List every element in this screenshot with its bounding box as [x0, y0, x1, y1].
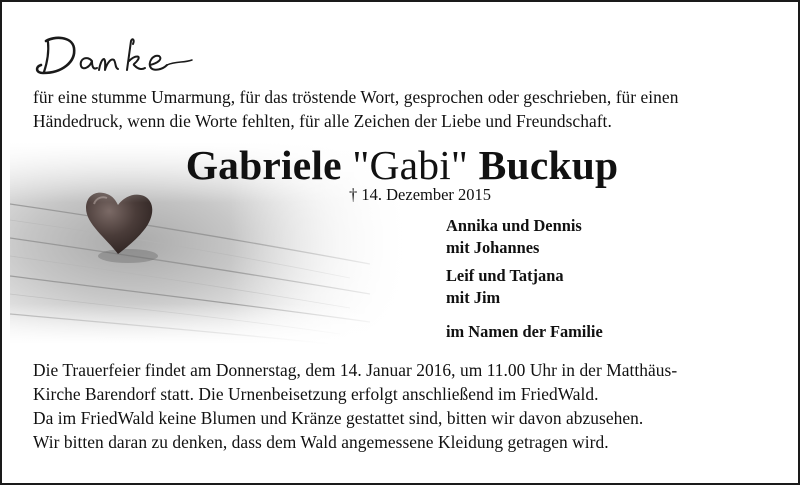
mourner-line: mit Jim [446, 288, 501, 307]
intro-text [33, 85, 783, 133]
mourner-group-2 [446, 265, 603, 309]
deceased-name [2, 140, 800, 190]
mourner-line: mit Johannes [446, 238, 540, 257]
danke-script-heading [32, 28, 202, 84]
mourners-list [446, 215, 603, 343]
mourner-line: Leif und Tatjana [446, 266, 564, 285]
first-name: Gabriele [185, 142, 342, 188]
nickname: "Gabi" [352, 142, 469, 188]
notice-paragraph-1-line-1: Die Trauerfeier findet am Donnerstag, dem 14. Januar 2016, um 11.00 Uhr in der Matthäus- [33, 360, 678, 380]
mourner-group-1 [446, 215, 603, 259]
intro-line-1: für eine stumme Umarmung, für das tröstende Wort, gesprochen oder geschrieben, für einen [33, 87, 679, 107]
notice-text [33, 358, 783, 454]
last-name: Buckup [478, 142, 619, 188]
mourner-line: Annika und Dennis [446, 216, 582, 235]
mourner-closing: im Namen der Familie [446, 322, 603, 341]
notice-paragraph-3: Wir bitten daran zu denken, dass dem Wald angemessene Kleidung getragen wird. [33, 432, 609, 452]
death-date: † 14. Dezember 2015 [349, 185, 492, 204]
intro-line-2: Händedruck, wenn die Worte fehlten, für alle Zeichen der Liebe und Freundschaft. [33, 111, 612, 131]
notice-paragraph-1-line-2: Kirche Barendorf statt. Die Urnenbeisetzung erfolgt anschließend im FriedWald. [33, 384, 599, 404]
notice-paragraph-2: Da im FriedWald keine Blumen und Kränze gestattet sind, bitten wir davon abzusehen. [33, 408, 644, 428]
